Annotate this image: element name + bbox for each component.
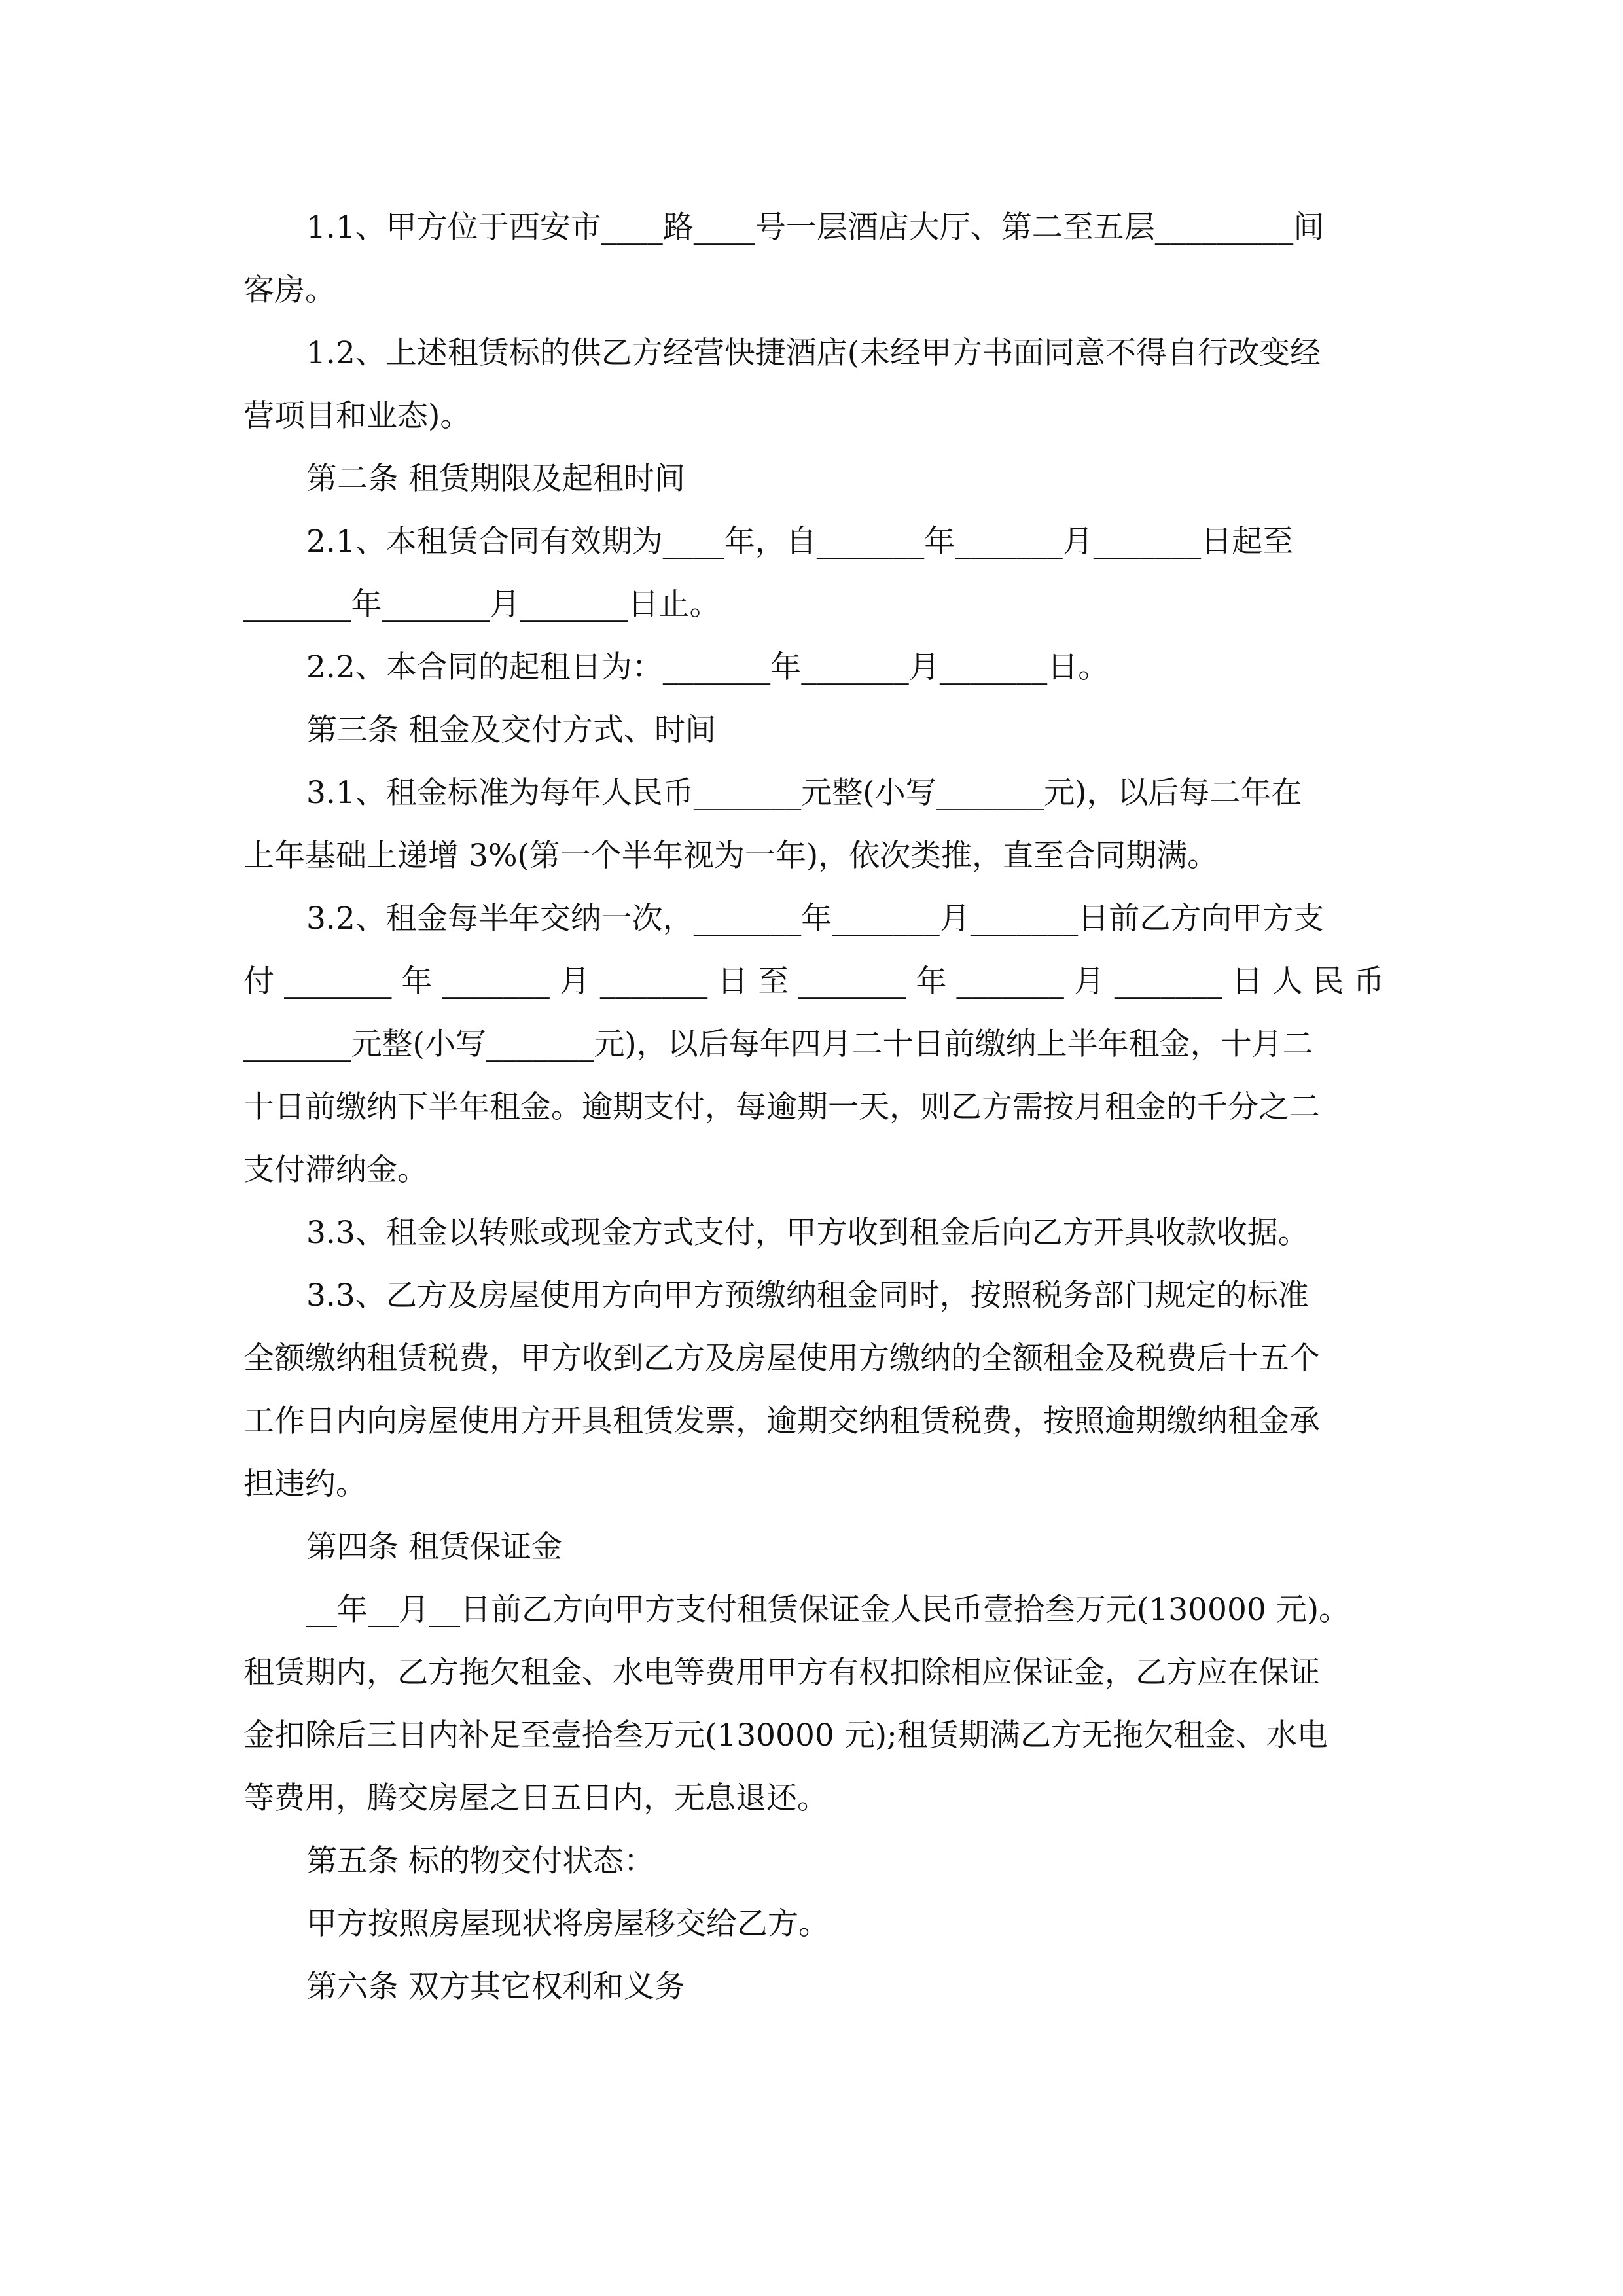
article-5-heading: 第五条 标的物交付状态：: [306, 1843, 654, 1879]
clause-3-1-line-1: 3.1、租金标准为每年人民币_______元整(小写_______元)，以后每二年在: [306, 775, 1302, 811]
contract-body: [243, 196, 1385, 2018]
article-3-heading: 第三条 租金及交付方式、时间: [306, 712, 716, 748]
clause-2-2: 2.2、本合同的起租日为：_______年_______月_______日。: [306, 649, 1109, 685]
clause-3-2-line-3: _______元整(小写_______元)，以后每年四月二十日前缴纳上半年租金，十月二: [243, 1026, 1313, 1062]
article-4-line-4: 等费用，腾交房屋之日五日内，无息退还。: [243, 1780, 828, 1816]
article-4-heading: 第四条 租赁保证金: [306, 1529, 562, 1565]
clause-1-2-line-1: 1.2、上述租赁标的供乙方经营快捷酒店(未经甲方书面同意不得自行改变经: [306, 335, 1321, 371]
clause-3-3b-line-4: 担违约。: [243, 1466, 366, 1502]
clause-3-3: 3.3、租金以转账或现金方式支付，甲方收到租金后向乙方开具收款收据。: [306, 1215, 1309, 1251]
clause-3-2-line-5: 支付滞纳金。: [243, 1152, 428, 1188]
clause-2-1-line-2: _______年_______月_______日止。: [243, 586, 721, 622]
article-2-heading: 第二条 租赁期限及起租时间: [306, 461, 685, 497]
article-4-line-3: 金扣除后三日内补足至壹拾叁万元(130000 元);租赁期满乙方无拖欠租金、水电: [243, 1717, 1328, 1753]
clause-3-3b-line-1: 3.3、乙方及房屋使用方向甲方预缴纳租金同时，按照税务部门规定的标准: [306, 1278, 1309, 1314]
article-4-line-1: __年__月__日前乙方向甲方支付租赁保证金人民币壹拾叁万元(130000 元)。: [306, 1592, 1350, 1628]
clause-1-1-line-1: 1.1、甲方位于西安市____路____号一层酒店大厅、第二至五层_________间: [306, 209, 1325, 245]
clause-1-1-line-2: 客房。: [243, 272, 336, 308]
clause-3-3b-line-2: 全额缴纳租赁税费，甲方收到乙方及房屋使用方缴纳的全额租金及税费后十五个: [243, 1340, 1320, 1376]
article-5-line-1: 甲方按照房屋现状将房屋移交给乙方。: [306, 1906, 829, 1942]
clause-3-1-line-2: 上年基础上递增 3%(第一个半年视为一年)，依次类推，直至合同期满。: [243, 838, 1219, 874]
clause-3-2-line-4: 十日前缴纳下半年租金。逾期支付，每逾期一天，则乙方需按月租金的千分之二: [243, 1089, 1320, 1125]
article-4-line-2: 租赁期内，乙方拖欠租金、水电等费用甲方有权扣除相应保证金，乙方应在保证: [243, 1655, 1320, 1691]
clause-3-2-line-2: 付 _______ 年 _______ 月 _______ 日 至 _______ 年 _______ 月 _______ 日 人 民 币: [243, 963, 1385, 999]
article-6-heading: 第六条 双方其它权利和义务: [306, 1969, 685, 2005]
clause-2-1-line-1: 2.1、本租赁合同有效期为____年，自_______年_______月_______日起至: [306, 524, 1294, 560]
clause-1-2-line-2: 营项目和业态)。: [243, 398, 471, 434]
clause-3-2-line-1: 3.2、租金每半年交纳一次，_______年_______月_______日前乙方向甲方支: [306, 901, 1325, 937]
clause-3-3b-line-3: 工作日内向房屋使用方开具租赁发票，逾期交纳租赁税费，按照逾期缴纳租金承: [243, 1403, 1320, 1439]
